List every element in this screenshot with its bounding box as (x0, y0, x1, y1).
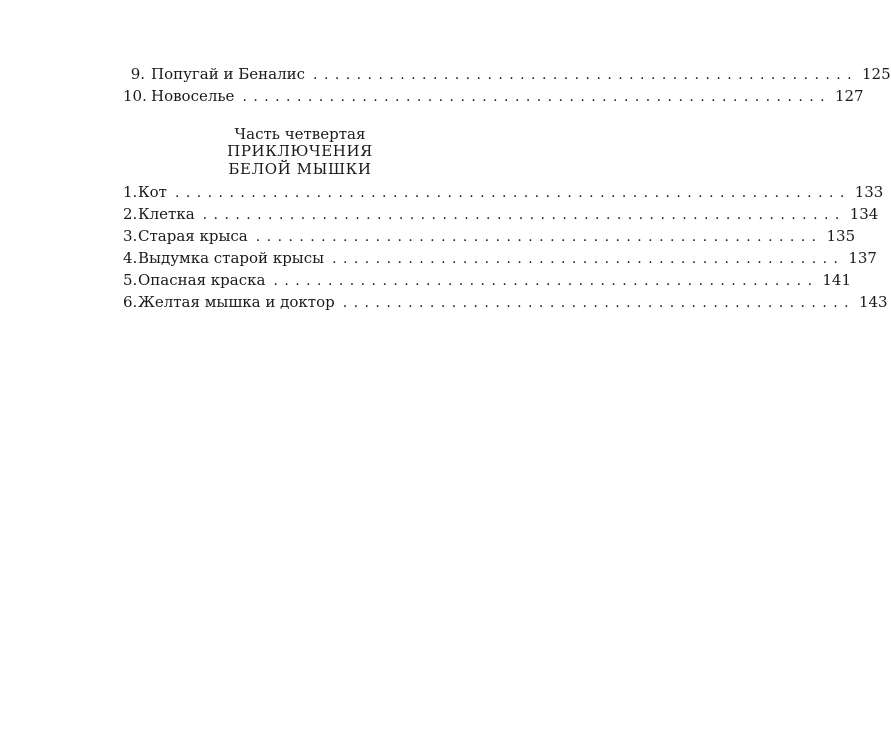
toc-entry-title: Попугай и Беналис (151, 65, 306, 83)
toc-entry-page: 141 (822, 271, 852, 289)
toc-entry-number: 4. (123, 249, 138, 267)
toc-entry[interactable] (123, 291, 888, 313)
toc-entry-number: 10. (123, 87, 147, 105)
toc-dot-leader: . . . . . . . . . . . . . . . . . . . . . . . . . . . . . . . . . . . . . . . . . . . . . . . . . . (273, 273, 814, 289)
toc-entry-title: Опасная краска (138, 271, 266, 289)
table-of-contents-bottom (123, 181, 888, 313)
toc-entry-page: 143 (858, 293, 888, 311)
toc-entry-title: Клетка (138, 205, 195, 223)
toc-dot-leader: . . . . . . . . . . . . . . . . . . . . . . . . . . . . . . . . . . . . . . . . . . . . . . . (332, 251, 839, 267)
toc-entry[interactable] (123, 269, 852, 291)
toc-entry-title: Желтая мышка и доктор (138, 293, 335, 311)
toc-entry-title: Выдумка старой крысы (138, 249, 325, 267)
part-label: Часть четвертая (234, 125, 366, 143)
toc-entry-page: 125 (861, 65, 891, 83)
toc-entry-number: 9. (130, 65, 145, 83)
toc-dot-leader: . . . . . . . . . . . . . . . . . . . . . . . . . . . . . . . . . . . . . . . . . . . . . . . . . . . . . . (242, 89, 826, 105)
toc-entry-page: 133 (854, 183, 884, 201)
toc-entry-number: 6. (123, 293, 138, 311)
toc-dot-leader: . . . . . . . . . . . . . . . . . . . . . . . . . . . . . . . . . . . . . . . . . . . . . . . . . . . . . . . . . . . (202, 207, 841, 223)
toc-entry-number: 2. (123, 205, 138, 223)
toc-entry[interactable] (123, 225, 856, 247)
toc-entry[interactable] (123, 203, 879, 225)
part-title-line-1: ПРИКЛЮЧЕНИЯ (227, 142, 373, 160)
table-of-contents-top (123, 63, 891, 107)
toc-entry-number: 1. (123, 183, 138, 201)
toc-dot-leader: . . . . . . . . . . . . . . . . . . . . . . . . . . . . . . . . . . . . . . . . . . . . . . . . . . . . . . . . . . . . . . (174, 185, 846, 201)
toc-entry-page: 127 (834, 87, 864, 105)
toc-entry-page: 135 (826, 227, 856, 245)
toc-dot-leader: . . . . . . . . . . . . . . . . . . . . . . . . . . . . . . . . . . . . . . . . . . . . . . . . . . (313, 67, 853, 83)
toc-entry-title: Старая крыса (138, 227, 248, 245)
part-title-line-2: БЕЛОЙ МЫШКИ (228, 160, 372, 178)
toc-entry[interactable] (123, 63, 891, 85)
toc-entry[interactable] (123, 181, 884, 203)
toc-entry[interactable] (123, 247, 877, 269)
toc-dot-leader: . . . . . . . . . . . . . . . . . . . . . . . . . . . . . . . . . . . . . . . . . . . . . . . . . . . . (255, 229, 818, 245)
toc-entry-number: 5. (123, 271, 138, 289)
toc-entry-page: 134 (849, 205, 879, 223)
toc-entry-number: 3. (123, 227, 138, 245)
toc-entry[interactable] (123, 85, 864, 107)
toc-entry-page: 137 (848, 249, 877, 267)
toc-dot-leader: . . . . . . . . . . . . . . . . . . . . . . . . . . . . . . . . . . . . . . . . . . . . . . . (342, 295, 850, 311)
toc-entry-title: Кот (138, 183, 167, 201)
toc-entry-title: Новоселье (151, 87, 235, 105)
